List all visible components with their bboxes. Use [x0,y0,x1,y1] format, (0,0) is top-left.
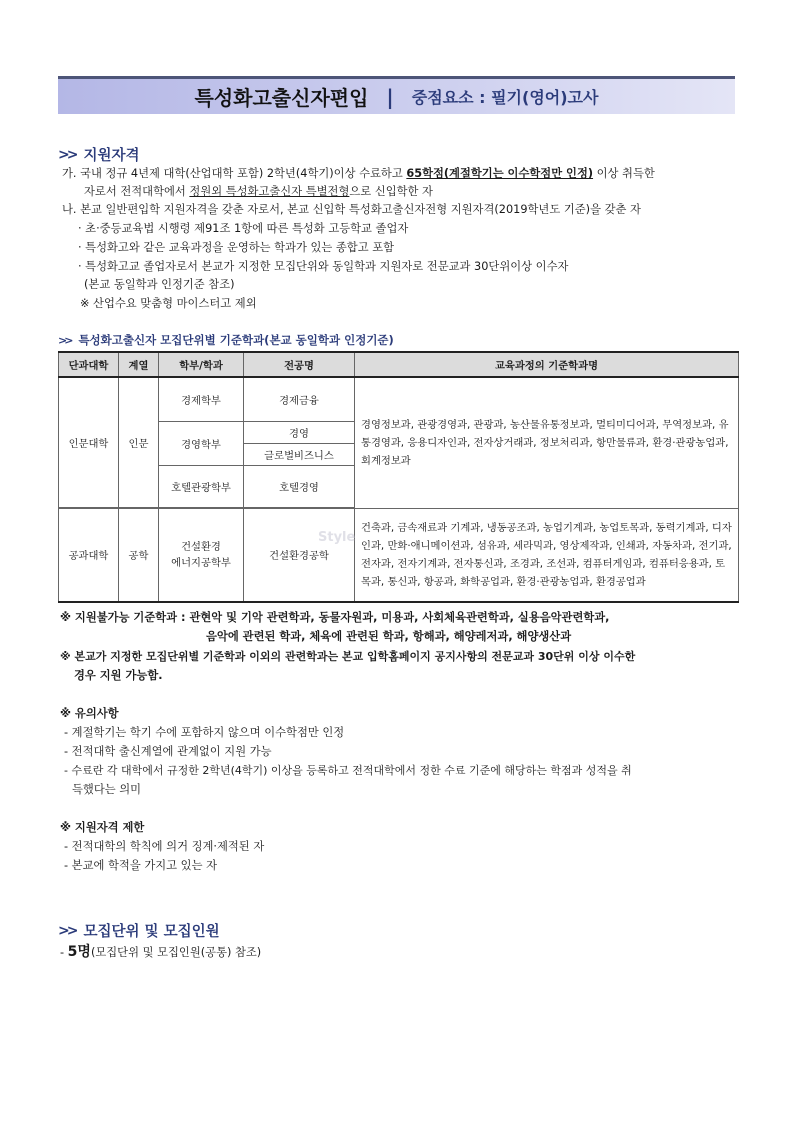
criteria-heading: >> 특성화고출신자 모집단위별 기준학과(본교 동일학과 인정기준) [58,333,394,347]
dept-cell: 경제학부 [159,377,244,421]
watermark-text: Style [318,530,356,545]
college-cell: 공과대학 [59,508,119,602]
criteria-table [58,351,739,603]
major-cell: 호텔경영 [244,465,355,507]
page-title: 특성화고출신자편입 [194,86,369,110]
major-cell: 경제금융 [244,377,355,421]
recruitment-count: 5명 [67,944,91,960]
recruitment-line: - 5명(모집단위 및 모집인원(공통) 참조) [60,944,262,960]
standard-dept-cell: 건축과, 금속재료과 기계과, 냉동공조과, 농업기계과, 농업토목과, 동력기계과, 디자인과, 만화·애니메이션과, 섬유과, 세라믹과, 영상제작과, 인쇄과, 자동차과, 전기과, 전자과, 전자기계과, 전자통신과, 조경과, 조선과, 컴퓨터게임과, 컴퓨터응용과, 토목과, 통신과, 항공과, 화학공업과, 환경·관광농업과, 환경공업과 [355,508,739,602]
eligibility-b-item: (본교 동일학과 인정기준 참조) [84,278,235,291]
eligibility-heading: >> 지원자격 [58,146,140,164]
eligibility-a-line2: 자로서 전적대학에서 정원외 특성화고출신자 특별전형으로 신입학한 자 [84,185,433,198]
caution-item: - 수료란 각 대학에서 규정한 2학년(4학기) 이상을 등록하고 전적대학에서 정한 수료 기준에 해당하는 학점과 성적을 취 [64,764,632,777]
eligibility-b-item: ※ 산업수요 맞춤형 마이스터고 제외 [80,297,257,310]
caution-item-cont: 득했다는 의미 [72,783,142,796]
caution-item: - 전적대학 출신계열에 관계없이 지원 가능 [64,745,272,758]
double-chevron-icon: >> [58,333,71,347]
restriction-item: - 본교에 학적을 가지고 있는 자 [64,859,217,872]
eligibility-b-item: · 특성화고와 같은 교육과정을 운영하는 학과가 있는 종합고 포함 [78,241,395,254]
restrictions-heading: ※ 지원자격 제한 [60,821,145,834]
standard-dept-cell: 경영정보과, 관광경영과, 관광과, 농산물유통정보과, 멀티미디어과, 무역정보과, 유통경영과, 응용디자인과, 전자상거래과, 정보처리과, 항만물류과, 환경·관광농업과, 회계정보과 [355,377,739,508]
title-bar [58,76,735,114]
eligibility-a-line1: 가. 국내 정규 4년제 대학(산업대학 포함) 2학년(4학기)이상 수료하고 65학점(계절학기는 이수학점만 인정) 이상 취득한 [62,167,655,180]
related-dept-note-cont: 경우 지원 가능함. [74,669,163,682]
table-row [59,377,739,421]
double-chevron-icon: >> [58,146,76,163]
college-cell: 인문대학 [59,377,119,507]
table-header-row [59,352,739,377]
column-header: 계열 [119,352,159,377]
major-cell: 경영 [244,421,355,443]
eligibility-b-item: · 초·중등교육법 시행령 제91조 1항에 따른 특성화 고등학교 졸업자 [78,222,409,235]
not-allowed-note-cont: 음악에 관련된 학과, 체육에 관련된 학과, 항해과, 해양레저과, 해양생산과 [206,630,572,643]
dept-cell: 경영학부 [159,421,244,465]
column-header: 단과대학 [59,352,119,377]
major-cell: 건설환경공학 [244,508,355,602]
recruitment-heading: >> 모집단위 및 모집인원 [58,922,220,940]
dept-cell: 건설환경 에너지공학부 [159,508,244,602]
field-cell: 인문 [119,377,159,507]
eligibility-b-line: 나. 본교 일반편입학 지원자격을 갖춘 자로서, 본교 신입학 특성화고출신자전형 지원자격(2019학년도 기준)을 갖춘 자 [62,203,641,216]
column-header: 전공명 [244,352,355,377]
eligibility-b-item: · 특성화고교 졸업자로서 본교가 지정한 모집단위와 동일학과 지원자로 전문교과 30단위이상 이수자 [78,260,569,273]
double-chevron-icon: >> [58,922,76,939]
caution-item: - 계절학기는 학기 수에 포함하지 않으며 이수학점만 인정 [64,726,345,739]
major-cell: 글로벌비즈니스 [244,443,355,465]
cautions-heading: ※ 유의사항 [60,707,119,720]
field-cell: 공학 [119,508,159,602]
table-row [59,508,739,602]
page-subtitle: 중점요소 : 필기(영어)고사 [411,88,599,107]
not-allowed-note: ※ 지원불가능 기준학과 : 관현악 및 기악 관련학과, 동물자원과, 미용과, 사회체육관련학과, 실용음악관련학과, [60,611,610,624]
credit-requirement: 65학점(계절학기는 이수학점만 인정) [406,167,594,180]
dept-cell: 호텔관광학부 [159,465,244,507]
column-header: 교육과정의 기준학과명 [355,352,739,377]
column-header: 학부/학과 [159,352,244,377]
restriction-item: - 전적대학의 학칙에 의거 징계·제적된 자 [64,840,265,853]
related-dept-note: ※ 본교가 지정한 모집단위별 기준학과 이외의 관련학과는 본교 입학홈페이지 공지사항의 전문교과 30단위 이상 이수한 [60,650,636,663]
title-separator: | [386,84,394,109]
